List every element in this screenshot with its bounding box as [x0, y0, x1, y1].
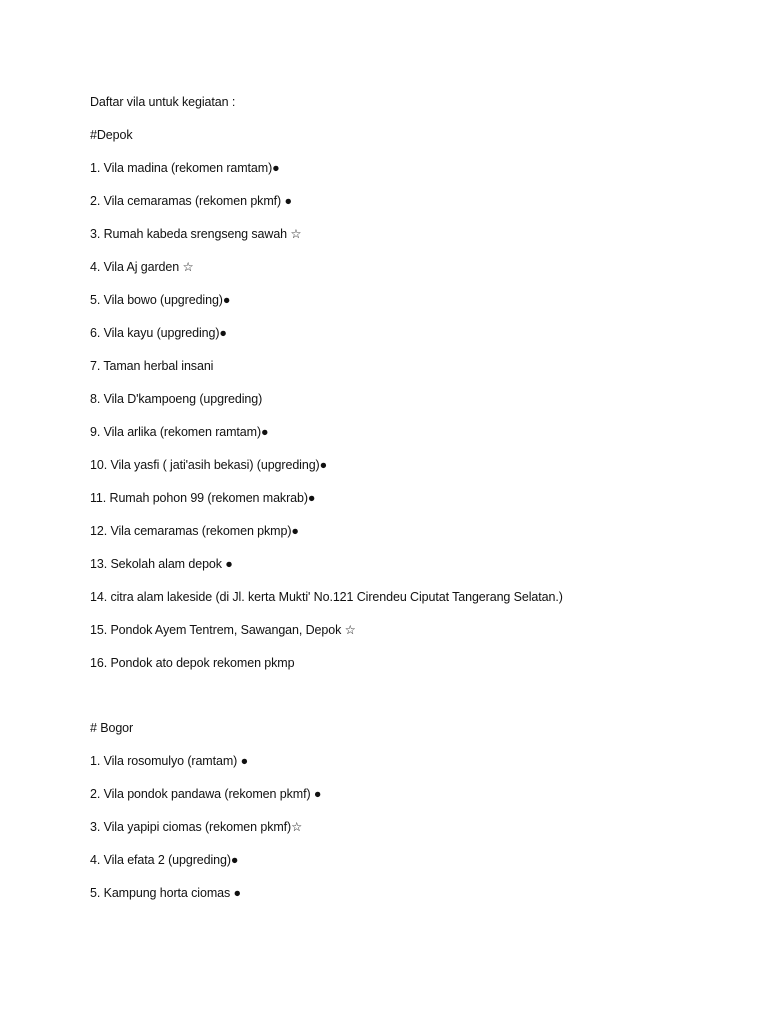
list-item: 3. Vila yapipi ciomas (rekomen pkmf)☆ — [90, 820, 303, 834]
list-item: 16. Pondok ato depok rekomen pkmp — [90, 656, 295, 670]
list-item: 2. Vila cemaramas (rekomen pkmf) ● — [90, 194, 292, 208]
list-item: 10. Vila yasfi ( jati'asih bekasi) (upgreding)● — [90, 458, 328, 472]
list-item: 13. Sekolah alam depok ● — [90, 557, 233, 571]
list-item: 11. Rumah pohon 99 (rekomen makrab)● — [90, 491, 316, 505]
list-item: 1. Vila madina (rekomen ramtam)● — [90, 161, 280, 175]
list-item: 14. citra alam lakeside (di Jl. kerta Mukti' No.121 Cirendeu Ciputat Tangerang Selatan.) — [90, 590, 563, 604]
list-item: 12. Vila cemaramas (rekomen pkmp)● — [90, 524, 299, 538]
list-item: 8. Vila D'kampoeng (upgreding) — [90, 392, 263, 406]
section-title-bogor: # Bogor — [90, 721, 134, 735]
document-heading: Daftar vila untuk kegiatan : — [90, 95, 236, 109]
document-page — [90, 93, 750, 917]
list-item: 4. Vila efata 2 (upgreding)● — [90, 853, 239, 867]
list-item: 7. Taman herbal insani — [90, 359, 214, 373]
list-item: 5. Kampung horta ciomas ● — [90, 886, 241, 900]
list-item: 6. Vila kayu (upgreding)● — [90, 326, 227, 340]
list-item: 3. Rumah kabeda srengseng sawah ☆ — [90, 227, 302, 241]
list-item: 2. Vila pondok pandawa (rekomen pkmf) ● — [90, 787, 322, 801]
list-item: 5. Vila bowo (upgreding)● — [90, 293, 231, 307]
list-item: 9. Vila arlika (rekomen ramtam)● — [90, 425, 269, 439]
list-item: 1. Vila rosomulyo (ramtam) ● — [90, 754, 249, 768]
section-spacer — [90, 687, 750, 719]
section-title-depok: #Depok — [90, 128, 133, 142]
list-item: 15. Pondok Ayem Tentrem, Sawangan, Depok ☆ — [90, 623, 356, 637]
list-item: 4. Vila Aj garden ☆ — [90, 260, 194, 274]
